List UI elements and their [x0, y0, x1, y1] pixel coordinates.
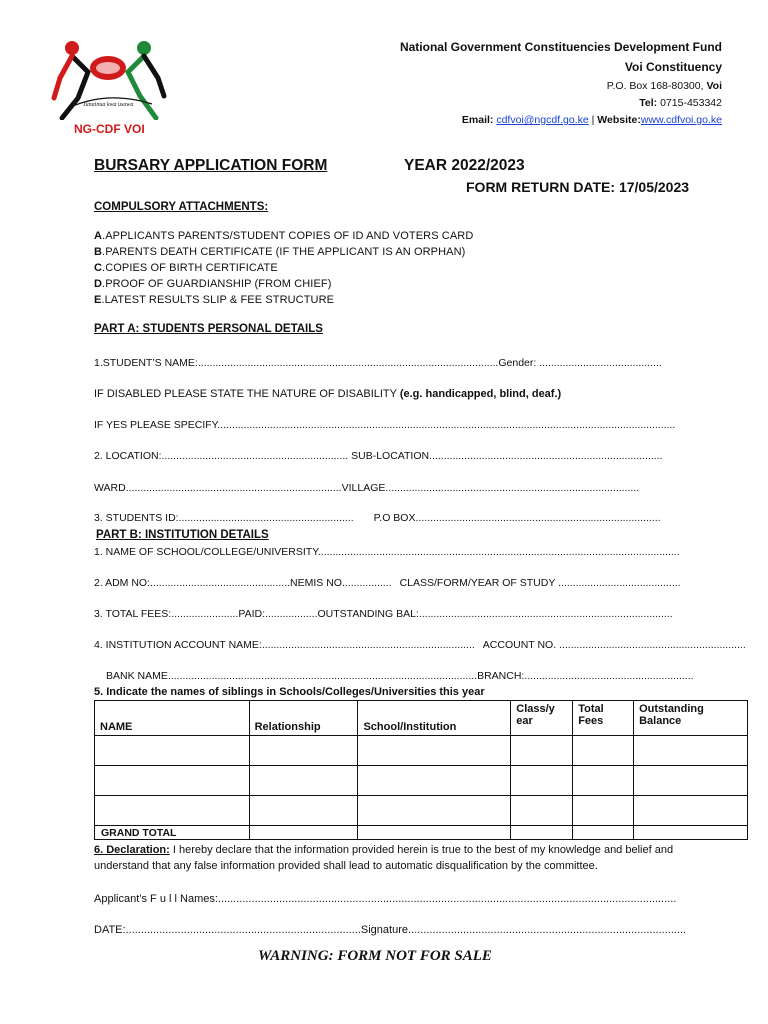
table-cell[interactable] — [634, 766, 748, 796]
table-cell[interactable] — [358, 766, 511, 796]
table-cell[interactable] — [95, 766, 250, 796]
column-header: Total Fees — [573, 701, 634, 736]
form-return-date: FORM RETURN DATE: 17/05/2023 — [466, 179, 690, 195]
declaration-text: I hereby declare that the information provided herein is true to the best of my knowledge and belief and understand that any false information provided shall lead to automatic disqualification by the committee. — [94, 844, 674, 872]
attachments-heading: COMPULSORY ATTACHMENTS: — [94, 201, 269, 213]
ward-village-field[interactable]: WARD..........................................................................VILLAGE....................................................................................... — [94, 482, 640, 494]
warning-text: WARNING: FORM NOT FOR SALE — [258, 948, 492, 964]
disability-specify-field[interactable]: IF YES PLEASE SPECIFY............................................................................................................................................................. — [94, 419, 676, 431]
contact-line: Email: cdfvoi@ngcdf.go.ke | Website:www.cdfvoi.go.ke — [461, 114, 722, 126]
attachment-item: A.APPLICANTS PARENTS/STUDENT COPIES OF ID AND VOTERS CARD — [94, 230, 474, 242]
table-row — [95, 796, 748, 826]
table-cell[interactable] — [95, 736, 250, 766]
table-cell[interactable] — [573, 796, 634, 826]
table-cell[interactable] — [358, 796, 511, 826]
attachments-list — [94, 230, 473, 310]
part-b-heading: PART B: INSTITUTION DETAILS — [96, 529, 269, 541]
table-cell[interactable] — [358, 826, 511, 840]
table-cell[interactable] — [511, 766, 573, 796]
email-link[interactable]: cdfvoi@ngcdf.go.ke — [496, 114, 589, 126]
po-box: P.O. Box 168-80300, Voi — [606, 80, 722, 92]
org-name: National Government Constituencies Development Fund — [399, 40, 722, 54]
table-cell[interactable] — [511, 736, 573, 766]
location-field[interactable]: 2. LOCATION:................................................................ SUB-LOCATION................................................................................ — [94, 450, 663, 462]
siblings-heading: 5. Indicate the names of siblings in Schools/Colleges/Universities this year — [94, 686, 485, 698]
table-cell[interactable] — [249, 736, 358, 766]
ngcdf-logo-icon — [48, 38, 170, 120]
account-field[interactable]: 4. INSTITUTION ACCOUNT NAME:......................................................................... ACCOUNT NO. ................................................................ — [94, 639, 746, 651]
column-header: School/Institution — [358, 701, 511, 736]
form-title: BURSARY APPLICATION FORM — [94, 157, 328, 174]
declaration — [94, 842, 674, 874]
table-cell[interactable] — [358, 736, 511, 766]
student-name-field[interactable]: 1.STUDENT’S NAME:.......................................................................................................Gender: .......................................... — [94, 357, 662, 369]
table-cell[interactable] — [511, 796, 573, 826]
table-cell[interactable] — [249, 796, 358, 826]
table-row — [95, 736, 748, 766]
form-year: YEAR 2022/2023 — [404, 157, 525, 174]
table-cell[interactable] — [634, 826, 748, 840]
table-cell[interactable] — [573, 826, 634, 840]
student-id-field[interactable]: 3. STUDENTS ID:............................................................ P.O BOX.................................................................................... — [94, 512, 661, 524]
school-name-field[interactable]: 1. NAME OF SCHOOL/COLLEGE/UNIVERSITY............................................................................................................................ — [94, 546, 680, 558]
fees-field[interactable]: 3. TOTAL FEES:.......................PAID:..................OUTSTANDING BAL:....................................................................................... — [94, 608, 673, 620]
column-header: Outstanding Balance — [634, 701, 748, 736]
logo-motto: Tunainua kwa usawa — [82, 102, 134, 108]
column-header: Relationship — [249, 701, 358, 736]
part-a-heading: PART A: STUDENTS PERSONAL DETAILS — [94, 323, 323, 335]
date-signature-field[interactable]: DATE:.............................................................................Signature........................................................................................... — [94, 924, 687, 936]
table-cell[interactable] — [95, 796, 250, 826]
table-header-row — [95, 701, 748, 736]
attachment-item: E.LATEST RESULTS SLIP & FEE STRUCTURE — [94, 294, 335, 306]
grand-total-row — [95, 826, 748, 840]
table-cell[interactable] — [634, 796, 748, 826]
table-cell[interactable] — [249, 766, 358, 796]
siblings-table — [94, 700, 748, 840]
telephone: Tel: 0715-453342 — [639, 97, 722, 109]
logo — [48, 38, 170, 134]
declaration-label: 6. Declaration: — [94, 844, 170, 856]
attachment-item: B.PARENTS DEATH CERTIFICATE (IF THE APPLICANT IS AN ORPHAN) — [94, 246, 466, 258]
attachment-item: D.PROOF OF GUARDIANSHIP (FROM CHIEF) — [94, 278, 332, 290]
table-cell[interactable] — [511, 826, 573, 840]
table-cell[interactable] — [249, 826, 358, 840]
adm-field[interactable]: 2. ADM NO:................................................NEMIS NO................. CLASS/FORM/YEAR OF STUDY .......................................... — [94, 577, 681, 589]
table-cell[interactable] — [634, 736, 748, 766]
full-names-field[interactable]: Applicant’s F u l l Names:...................................................................................................................................................... — [94, 893, 677, 905]
column-header: Class/y ear — [511, 701, 573, 736]
logo-caption: NG-CDF VOI — [74, 122, 145, 136]
table-row — [95, 766, 748, 796]
website-link[interactable]: www.cdfvoi.go.ke — [640, 114, 722, 126]
disability-field: IF DISABLED PLEASE STATE THE NATURE OF DISABILITY (e.g. handicapped, blind, deaf.) — [94, 388, 562, 400]
attachment-item: C.COPIES OF BIRTH CERTIFICATE — [94, 262, 278, 274]
table-cell[interactable] — [573, 736, 634, 766]
constituency-name: Voi Constituency — [624, 60, 722, 74]
bank-field[interactable]: BANK NAME..........................................................................................................BRANCH:.......................................................... — [106, 670, 694, 682]
column-header: NAME — [95, 701, 250, 736]
grand-total-label: GRAND TOTAL — [95, 826, 250, 840]
table-cell[interactable] — [573, 766, 634, 796]
